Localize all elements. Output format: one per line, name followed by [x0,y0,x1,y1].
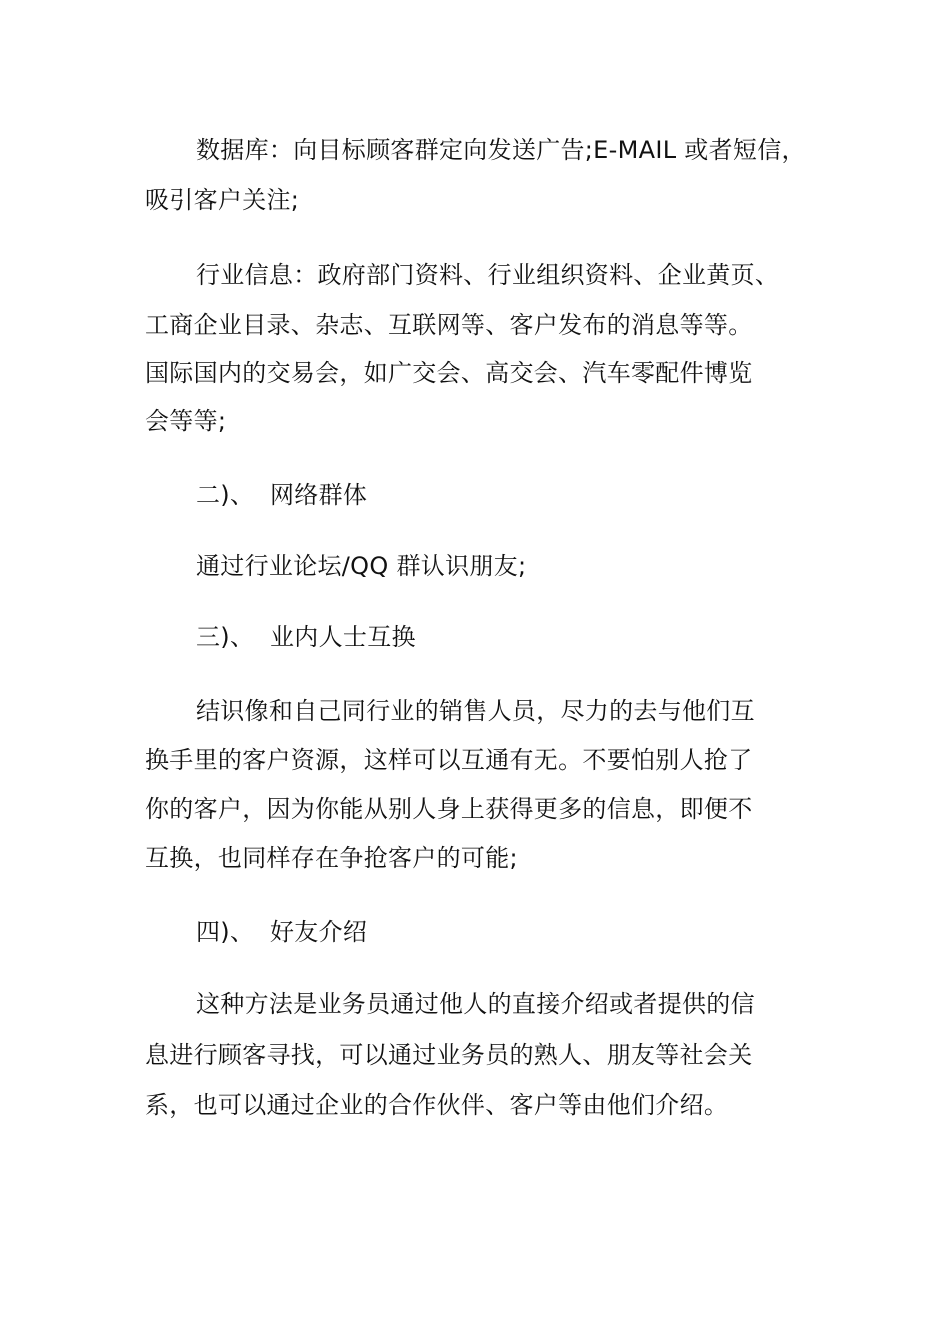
paragraph-industry-info-line-3: 国际国内的交易会，如广交会、高交会、汽车零配件博览 [145,359,753,387]
section-2-title: 网络群体 [270,481,368,509]
paragraph-referral-line-2: 息进行顾客寻找，可以通过业务员的熟人、朋友等社会关 [145,1041,753,1069]
section-4-number: 四)、 [196,918,255,946]
paragraph-network-line-1: 通过行业论坛/QQ 群认识朋友; [196,552,527,580]
section-2-number: 二)、 [196,481,255,509]
paragraph-referral-line-1: 这种方法是业务员通过他人的直接介绍或者提供的信 [196,990,755,1018]
paragraph-exchange-line-3: 你的客户，因为你能从别人身上获得更多的信息，即便不 [145,795,753,823]
paragraph-referral-line-3: 系，也可以通过企业的合作伙伴、客户等由他们介绍。 [145,1091,729,1119]
paragraph-industry-info-line-4: 会等等; [145,407,227,435]
section-4-title: 好友介绍 [270,918,368,946]
section-3-number: 三)、 [196,623,255,651]
paragraph-database-line-1: 数据库：向目标顾客群定向发送广告;E-MAIL 或者短信， [196,136,806,164]
section-3-title: 业内人士互换 [270,623,416,651]
paragraph-industry-info-line-2: 工商企业目录、杂志、互联网等、客户发布的消息等等。 [145,311,753,339]
paragraph-database-line-2: 吸引客户关注; [145,186,300,214]
paragraph-industry-info-line-1: 行业信息：政府部门资料、行业组织资料、企业黄页、 [196,261,780,289]
paragraph-exchange-line-1: 结识像和自己同行业的销售人员，尽力的去与他们互 [196,697,755,725]
paragraph-exchange-line-2: 换手里的客户资源，这样可以互通有无。不要怕别人抢了 [145,746,753,774]
paragraph-exchange-line-4: 互换，也同样存在争抢客户的可能; [145,844,518,872]
